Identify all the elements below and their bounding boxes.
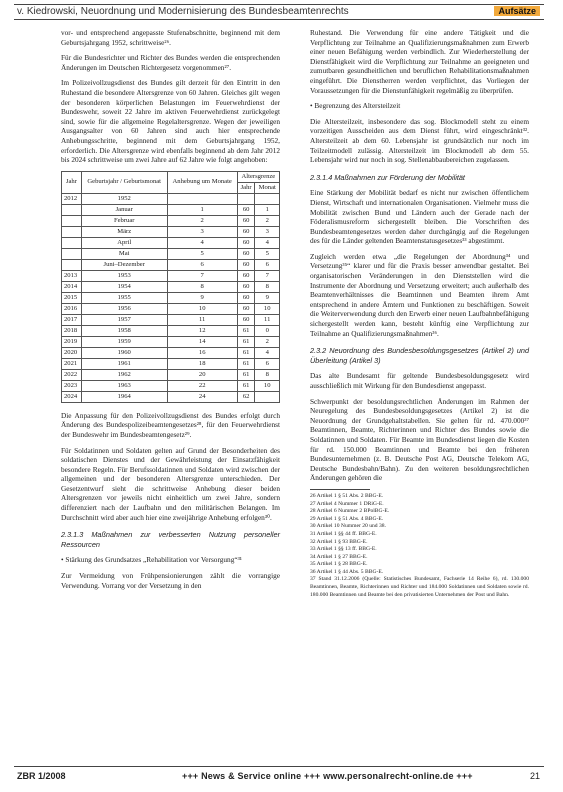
table-cell: 10 xyxy=(255,380,280,391)
table-header-age-year: Jahr xyxy=(237,182,255,193)
bullet-item: • Stärkung des Grundsatzes „Rehabilitation vor Versorgung“³¹ xyxy=(61,555,280,565)
table-cell: 2013 xyxy=(62,270,82,281)
table-cell: 2019 xyxy=(62,336,82,347)
journal-issue: ZBR 1/2008 xyxy=(17,771,66,781)
table-cell: 60 xyxy=(237,248,255,259)
table-row xyxy=(62,347,280,358)
table-cell xyxy=(62,226,82,237)
paragraph: Eine Stärkung der Mobilität bedarf es nicht nur zwischen öffentlichem Dienst, Wirtschaft und internationalen Organisationen. Vielmehr muss die Mobilität zwischen Bund und Ländern auch der Gerade nach der Föderalismusreform sichergestellt bleiben. Die Vorschriften des Bundesbeamtengesetzes werden daher durchgängig auf die Regelungen des für die Länder geltenden Beamtenstatusgesetzes³³ abgestimmt. xyxy=(310,188,529,246)
table-row xyxy=(62,281,280,292)
table-cell: 4 xyxy=(167,237,237,248)
footnote: 33 Artikel 1 §§ 13 ff. BBG-E. xyxy=(310,546,377,553)
table-cell: 60 xyxy=(237,259,255,270)
table-cell: 60 xyxy=(237,204,255,215)
table-cell xyxy=(237,193,255,204)
footer-tagline: +++ News & Service online +++ www.personalrecht-online.de +++ xyxy=(182,771,473,781)
table-cell xyxy=(62,259,82,270)
table-cell: 0 xyxy=(255,325,280,336)
paragraph: Ruhestand. Die Verwendung für eine andere Tätigkeit und die Verpflichtung zur Teilnahme an Qualifizierungsmaßnahmen zum Erwerb einer neuen Befähigung werden verbindlich. Zur Wiederherstellung der Dienstfähigkeit wird die Verpflichtung zur Teilnahme an geeigneten und zumutbaren gesundheitlichen und beruflichen Rehabilitationsmaßnahmen eingeführt. Die Dienstherren werden verpflichtet, das Vorliegen der Voraussetzungen für die Dienstunfähigkeit regelmäßig zu überprüfen. xyxy=(310,28,529,95)
paragraph: Das alte Bundesamt für geltende Bundesbesoldungsgesetz wird ausschließlich mit Wirkung für den Bundesdienst angepasst. xyxy=(310,371,529,390)
table-cell: 3 xyxy=(167,226,237,237)
table-cell: 61 xyxy=(237,358,255,369)
table-header-increase: Anhebung um Monate xyxy=(167,171,237,193)
table-cell xyxy=(62,204,82,215)
table-cell: 8 xyxy=(255,281,280,292)
table-cell: 2020 xyxy=(62,347,82,358)
table-cell: Juni–Dezember xyxy=(81,259,167,270)
table-cell: 11 xyxy=(255,314,280,325)
table-row xyxy=(62,391,280,402)
footnotes xyxy=(310,493,529,599)
paragraph: Die Anpassung für den Polizeivollzugsdienst des Bundes erfolgt durch Änderung des Bundespolizeibeamtengesetzes²⁸, für den Feuerwehrdienst der Bundeswehr im Bundesbeamtengesetz²⁹. xyxy=(61,410,280,439)
table-cell: 4 xyxy=(255,347,280,358)
table-row xyxy=(62,369,280,380)
table-row xyxy=(62,270,280,281)
table-cell: 2016 xyxy=(62,303,82,314)
paragraph: Im Polizeivollzugsdienst des Bundes gilt derzeit für den Eintritt in den Ruhestand die besondere Altersgrenze von 60 Jahren. Gleiches gilt wegen der besonderen körperlichen Belastungen im Feuerwehrdienst der Bundeswehr, soweit 22 Jahre im aktiven Feuerwehrdienst zurückgelegt sind, sowie für die allgemeine Regelaltersgrenze. Wegen der jeweiligen Ausgangsalter von 60 Jahren sind auch hier entsprechende Anhebungsschritte, beginnend mit dem Geburtsjahrgang 1952, erforderlich. Die Altersgrenze wird ebenfalls beginnend ab dem Jahr 2012 bis 2024 schrittweise um zwei Jahre auf 62 Jahre wie folgt angehoben: xyxy=(61,78,280,165)
table-cell: 1954 xyxy=(81,281,167,292)
table-cell: 1959 xyxy=(81,336,167,347)
table-cell: 1956 xyxy=(81,303,167,314)
table-cell: 2 xyxy=(167,215,237,226)
table-cell: 61 xyxy=(237,347,255,358)
footnote: 32 Artikel 1 § 93 BBG-E. xyxy=(310,538,368,545)
paragraph: Die Altersteilzeit, insbesondere das sog. Blockmodell steht zu einem vorzeitigen Ausscheiden aus dem Dienst führt, wird eingeschränkt³². Altersteilzeit ab dem 60. Lebensjahr ist grundsätzlich nur noch im Teilzeitmodell zulässig. Altersteilzeit im Blockmodell ab dem 55. Lebensjahr wird nur noch in sog. Stellenabbaubereichen zugelassen. xyxy=(310,116,529,165)
table-row xyxy=(62,204,280,215)
table-cell: 1 xyxy=(255,204,280,215)
footnote-separator xyxy=(310,489,370,490)
table-cell: 5 xyxy=(167,248,237,259)
table-cell xyxy=(255,391,280,402)
table-cell: 60 xyxy=(237,215,255,226)
subsection-heading: 2.3.1.3 Maßnahmen zur verbesserten Nutzung personeller Ressourcen xyxy=(61,530,280,549)
table-cell: 61 xyxy=(237,369,255,380)
table-cell: 2 xyxy=(255,336,280,347)
table-cell: 2018 xyxy=(62,325,82,336)
subsection-heading: 2.3.2 Neuordnung des Bundesbesoldungsgesetzes (Artikel 2) und Überleitung (Artikel 3) xyxy=(310,346,529,365)
section-badge: Aufsätze xyxy=(494,6,540,16)
table-cell: 4 xyxy=(255,237,280,248)
footnote: 29 Artikel 1 § 51 Abs. 4 BBG-E. xyxy=(310,515,384,522)
table-cell: März xyxy=(81,226,167,237)
table-row xyxy=(62,325,280,336)
table-cell: 62 xyxy=(237,391,255,402)
table-cell: 2023 xyxy=(62,380,82,391)
running-title: v. Kiedrowski, Neuordnung und Modernisierung des Bundesbeamtenrechts xyxy=(17,6,349,17)
table-cell: Mai xyxy=(81,248,167,259)
table-row xyxy=(62,314,280,325)
subsection-heading: 2.3.1.4 Maßnahmen zur Förderung der Mobilität xyxy=(310,172,465,182)
table-cell: 2021 xyxy=(62,358,82,369)
table-cell: 20 xyxy=(167,369,237,380)
table-cell xyxy=(167,193,237,204)
table-row xyxy=(62,336,280,347)
page-number: 21 xyxy=(529,771,540,781)
table-cell: 1955 xyxy=(81,292,167,303)
table-row xyxy=(62,380,280,391)
table-cell: 1960 xyxy=(81,347,167,358)
table-cell: 5 xyxy=(255,248,280,259)
table-cell: 2 xyxy=(255,215,280,226)
footnote: 37 Stand 31.12.2006 (Quelle: Statistisches Bundesamt, Fachserie 14 Reihe 6), rd. 130.000 Beamtinnen, Beamte, Richterinnen und Richter und 184.000 Soldatinnen und Soldaten sowie rd. 180.000 Beamtinnen und Beamte bei den privatisierten Unternehmen der Post und Bahn. xyxy=(310,576,529,598)
table-cell: 60 xyxy=(237,303,255,314)
table-cell: 2022 xyxy=(62,369,82,380)
table-cell xyxy=(62,215,82,226)
table-cell: 1964 xyxy=(81,391,167,402)
footnote: 35 Artikel 1 § 28 BBG-E. xyxy=(310,561,368,568)
table-header-birth: Geburtsjahr / Geburtsmonat xyxy=(81,171,167,193)
table-cell: 7 xyxy=(167,270,237,281)
paragraph: Für Soldatinnen und Soldaten gelten auf Grund der Besonderheiten des soldatischen Dienstes und der Gewährleistung der Einsatzfähigkeit besondere Regeln. Für Berufssoldatinnen und Soldaten wird zwischen der allgemeinen und der besonderen Altersgrenze unterschieden. Der Gesetzentwurf sieht die schrittweise Anhebung dieser beiden Altersgrenzen vor jeweils nicht einheitlich um zwei Jahre, sondern differenziert nach der Laufbahn und den militärischen Belangen. Im Durchschnitt wird aber auch hier eine zweijährige Anhebung erfolgen³⁰. xyxy=(61,445,280,522)
table-row xyxy=(62,358,280,369)
table-cell: 61 xyxy=(237,380,255,391)
table-cell: 61 xyxy=(237,325,255,336)
table-cell: 6 xyxy=(167,259,237,270)
retirement-age-table xyxy=(61,171,280,403)
table-cell: April xyxy=(81,237,167,248)
table-cell: Januar xyxy=(81,204,167,215)
paragraph: Zugleich werden etwa „die Regelungen der Abordnung³⁴ und Versetzung³⁵“ klarer und für die Praxis besser anwendbar gestaltet. Bei organisatorischen Veränderungen in den Dienststellen wird die Instrumente der Abordnung und Versetzung erweitert; auch außerhalb des Beamtenverhältnisses die Beamtinnen und Beamten ihrem Amt entsprechend in andere Ämtern und Funktionen zu beschäftigen. Soweit die Weiterverwendung durch den Erwerb einer neuen Laufbahnbefähigung sichergestellt werden kann, besteht künftig eine Verpflichtung zur Teilnahme an Qualifizierungsmaßnahmen³⁶. xyxy=(310,251,529,338)
table-cell: 6 xyxy=(255,259,280,270)
table-cell: 7 xyxy=(255,270,280,281)
footnote: 28 Artikel 6 Nummer 2 BPolBG-E. xyxy=(310,508,390,515)
table-cell: 60 xyxy=(237,226,255,237)
table-cell: 60 xyxy=(237,237,255,248)
footnote: 30 Artikel 10 Nummer 20 und 38. xyxy=(310,523,386,530)
paragraph: Zur Vermeidung von Frühpensionierungen zählt die vorrangige Verwendung. Vorrang vor der Versetzung in den xyxy=(61,571,280,590)
table-cell: 60 xyxy=(237,314,255,325)
table-cell: 60 xyxy=(237,270,255,281)
table-header-age-limit: Altersgrenze xyxy=(237,171,279,182)
footnote: 26 Artikel 1 § 51 Abs. 2 BBG-E. xyxy=(310,492,384,499)
table-cell: 9 xyxy=(255,292,280,303)
table-cell: 14 xyxy=(167,336,237,347)
table-row xyxy=(62,193,280,204)
table-cell: 60 xyxy=(237,292,255,303)
paragraph: Schwerpunkt der besoldungsrechtlichen Änderungen im Rahmen der Neuregelung des Bundesbesoldungsgesetzes (Artikel 2) ist die Neuordnung der Grundgehaltstabellen. Sie gelten für rd. 470.000³⁷ Beamtinnen, Beamte, Richterinnen und Richter des Bundes sowie die Soldatinnen und Soldaten. Für Beamte im Bundesdienst liegen die Kosten für rd. 150.000 Beamtinnen und Beamte bei den früheren Bundesunternehmen (z. B. Deutsche Post AG, Deutsche Telekom AG, Deutsche Bundesbahn/Bahn). Zu den weiteren besoldungsrechtlichen Änderungen gehören die xyxy=(310,396,529,483)
table-row xyxy=(62,226,280,237)
left-column xyxy=(61,28,280,596)
table-row xyxy=(62,303,280,314)
table-cell: Februar xyxy=(81,215,167,226)
paragraph: vor- und entsprechend angepasste Stufenabschnitte, beginnend mit dem Geburtsjahrgang 1952, schrittweise²⁶. xyxy=(61,28,280,47)
table-cell: 8 xyxy=(167,281,237,292)
table-row xyxy=(62,215,280,226)
table-cell: 22 xyxy=(167,380,237,391)
table-row xyxy=(62,237,280,248)
table-row xyxy=(62,292,280,303)
table-cell: 2012 xyxy=(62,193,82,204)
footnote: 34 Artikel 1 § 27 BBG-E. xyxy=(310,553,368,560)
table-cell: 1952 xyxy=(81,193,167,204)
table-cell: 1958 xyxy=(81,325,167,336)
table-row xyxy=(62,248,280,259)
right-column xyxy=(310,28,529,599)
table-cell: 11 xyxy=(167,314,237,325)
running-header xyxy=(14,4,544,20)
table-cell: 2024 xyxy=(62,391,82,402)
table-header-age-month: Monat xyxy=(255,182,280,193)
table-cell: 8 xyxy=(255,369,280,380)
table-cell: 18 xyxy=(167,358,237,369)
table-cell: 1957 xyxy=(81,314,167,325)
paragraph: Für die Bundesrichter und Richter des Bundes werden die entsprechenden Änderungen im Deutschen Richtergesetz vorgenommen²⁷. xyxy=(61,53,280,72)
footnote: 31 Artikel 1 §§ 44 ff. BBG-E. xyxy=(310,530,377,537)
table-cell: 9 xyxy=(167,292,237,303)
table-cell: 60 xyxy=(237,281,255,292)
table-cell: 10 xyxy=(255,303,280,314)
table-cell xyxy=(62,237,82,248)
table-row xyxy=(62,259,280,270)
footnote: 36 Artikel 1 § 44 Abs. 5 BBG-E. xyxy=(310,568,384,575)
table-cell: 16 xyxy=(167,347,237,358)
table-cell: 3 xyxy=(255,226,280,237)
table-cell: 2017 xyxy=(62,314,82,325)
table-cell: 10 xyxy=(167,303,237,314)
table-cell: 61 xyxy=(237,336,255,347)
table-cell: 6 xyxy=(255,358,280,369)
table-cell: 1961 xyxy=(81,358,167,369)
table-cell: 1962 xyxy=(81,369,167,380)
table-cell xyxy=(62,248,82,259)
bullet-item: • Begrenzung des Altersteilzeit xyxy=(310,101,529,111)
table-cell: 1963 xyxy=(81,380,167,391)
page-footer xyxy=(14,766,544,785)
footnote: 27 Artikel 4 Nummer 1 DRiG-E. xyxy=(310,500,384,507)
table-cell: 12 xyxy=(167,325,237,336)
table-cell: 24 xyxy=(167,391,237,402)
table-cell: 1953 xyxy=(81,270,167,281)
table-cell: 2014 xyxy=(62,281,82,292)
table-cell: 1 xyxy=(167,204,237,215)
table-cell xyxy=(255,193,280,204)
table-cell: 2015 xyxy=(62,292,82,303)
table-header-year: Jahr xyxy=(62,171,82,193)
